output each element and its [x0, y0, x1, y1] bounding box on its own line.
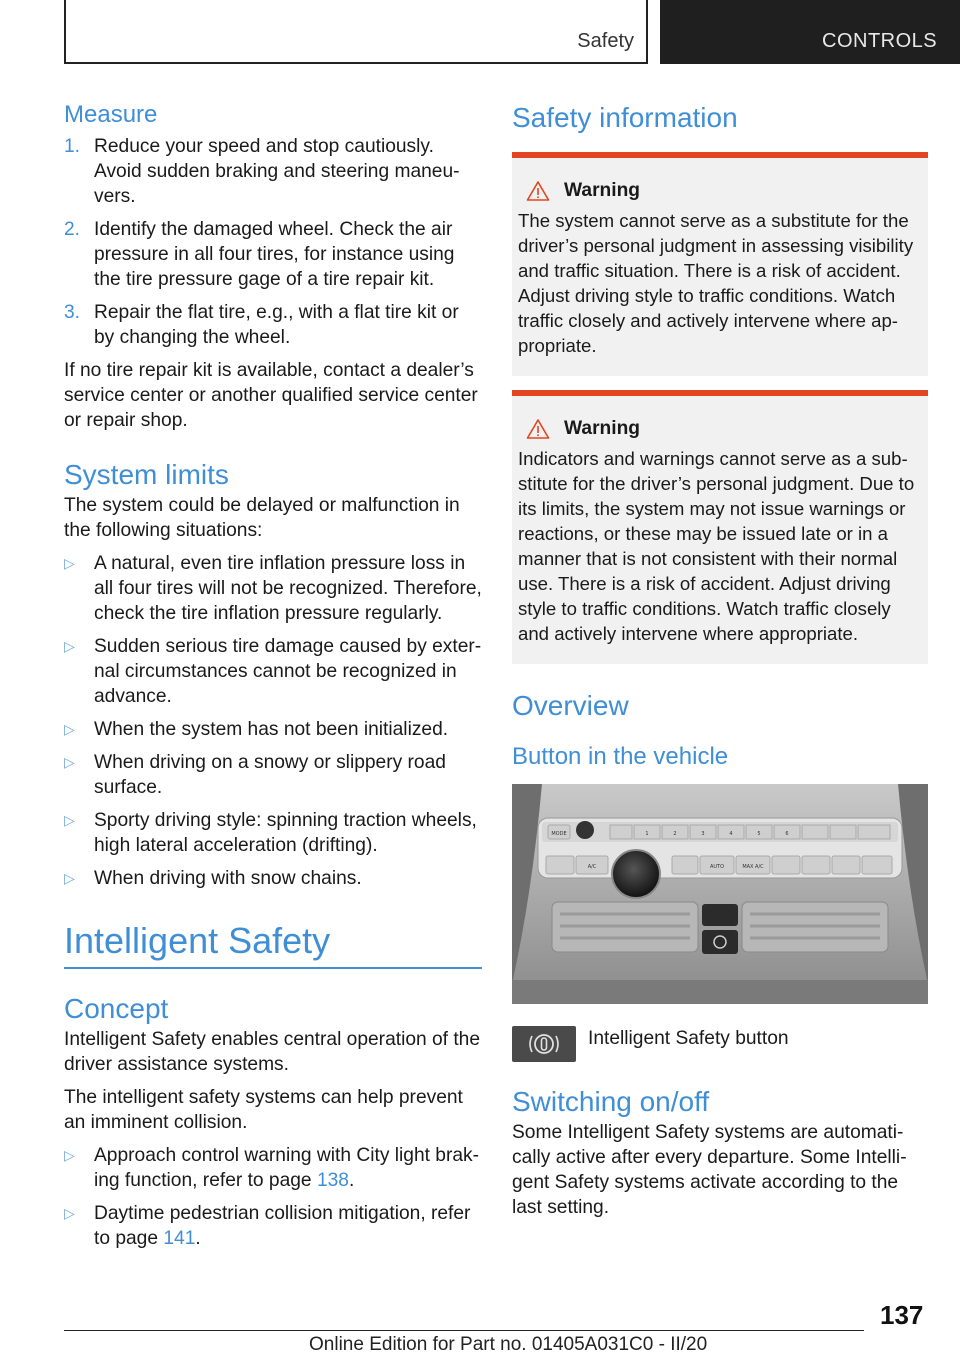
- panel-ac-label: A/C: [587, 864, 597, 870]
- warning-title: Warning: [526, 416, 922, 442]
- measure-heading: Measure: [64, 101, 158, 128]
- panel-max-ac-label: MAX A/C: [742, 864, 764, 870]
- concept-paragraph-2: The intelligent safety systems can help prevent an imminent collision.: [64, 1087, 463, 1133]
- warning-title: Warning: [526, 178, 922, 204]
- panel-mode-label: MODE: [551, 831, 567, 837]
- safety-information-heading: Safety information: [512, 102, 738, 133]
- panel-preset-2: 2: [673, 831, 677, 837]
- list-item: ▷ When driving on a snowy or slippery road surface.: [64, 752, 446, 798]
- list-item: ▷ Sudden serious tire damage caused by external circumstances cannot be recognized in advance.: [64, 636, 482, 707]
- overview-heading: Overview: [512, 690, 629, 721]
- warning-text: The system cannot serve as a substitute for the driver’s personal judgment in assessing visibility and traffic situation. There is a risk of accident. Adjust driving style to traffic conditions. Watch traffic closely and actively intervene where appropriate.: [518, 210, 914, 356]
- warning-text: Indicators and warnings cannot serve as a substitute for the driver’s personal judgment. Due to its limits, the system may not issue warnings or reactions, or these may be issued late or in a manner that is not consistent with their normal use. There is a risk of accident. Adjust driving style to traffic conditions. Watch traffic closely and actively intervene where appropriate.: [518, 448, 915, 644]
- header-section-label: Safety: [577, 30, 634, 52]
- right-column: [512, 100, 928, 1220]
- measure-note: If no tire repair kit is available, contact a dealer’s service center or another qualified service center or repair shop.: [64, 360, 478, 431]
- warning-box: [512, 152, 928, 376]
- measure-steps: [64, 134, 482, 350]
- list-item: ▷ Daytime pedestrian collision mitigation, refer to page 141.: [64, 1203, 471, 1249]
- warning-triangle-icon: [526, 180, 550, 202]
- panel-preset-1: 1: [645, 831, 649, 837]
- concept-heading: Concept: [64, 993, 169, 1024]
- left-column: [64, 100, 482, 1259]
- system-limits-heading: System limits: [64, 459, 229, 490]
- edition-text: Online Edition for Part no. 01405A031C0 - II/20: [309, 1334, 708, 1355]
- page-link[interactable]: 141: [163, 1228, 196, 1249]
- page-link[interactable]: 138: [316, 1170, 349, 1191]
- page-number: 137: [880, 1300, 924, 1330]
- list-item: 3. Repair the flat tire, e.g., with a flat tire kit or by changing the wheel.: [64, 302, 459, 348]
- list-item: ▷ Sporty driving style: spinning traction wheels, high lateral acceleration (drifting).: [64, 810, 477, 856]
- concept-list: [64, 1143, 482, 1251]
- header-chapter-tab: [660, 0, 960, 64]
- concept-paragraph-1: Intelligent Safety enables central operation of the driver assistance systems.: [64, 1029, 481, 1075]
- list-item: ▷ When the system has not been initialized.: [64, 719, 449, 740]
- button-in-vehicle-heading: Button in the vehicle: [512, 743, 729, 770]
- intelligent-safety-button-row: [512, 1026, 928, 1062]
- warning-triangle-icon: [526, 418, 550, 440]
- intelligent-safety-button-icon: [512, 1026, 576, 1062]
- switching-heading: Switching on/off: [512, 1086, 710, 1117]
- footer-rule: [64, 1330, 864, 1331]
- warning-box: [512, 390, 928, 664]
- panel-preset-5: 5: [757, 831, 761, 837]
- intelligent-safety-icon: [512, 1026, 576, 1062]
- header-chapter-label: CONTROLS: [822, 30, 938, 52]
- system-limits-list: [64, 551, 482, 891]
- intelligent-safety-button-caption: Intelligent Safety button: [588, 1028, 789, 1049]
- panel-preset-3: 3: [701, 831, 705, 837]
- list-item: ▷ Approach control warning with City light braking function, refer to page 138.: [64, 1145, 479, 1191]
- vehicle-control-panel-photo: [512, 784, 928, 1004]
- panel-auto-label: AUTO: [709, 864, 725, 870]
- intelligent-safety-heading: Intelligent Safety: [64, 920, 331, 961]
- switching-text: Some Intelligent Safety systems are automatically active after every departure. Some Intelligent Safety systems activate according to the last setting.: [512, 1122, 907, 1218]
- panel-preset-6: 6: [785, 831, 789, 837]
- list-item: ▷ When driving with snow chains.: [64, 868, 362, 889]
- list-item: 2. Identify the damaged wheel. Check the air pressure in all four tires, for instance using the tire pressure gage of a tire repair kit.: [64, 219, 455, 290]
- header-section-tab: [64, 0, 648, 64]
- panel-preset-4: 4: [729, 831, 733, 837]
- list-item: 1. Reduce your speed and stop cautiously. Avoid sudden braking and steering maneuvers.: [64, 136, 460, 207]
- system-limits-intro: The system could be delayed or malfunction in the following situations:: [64, 495, 460, 541]
- heading-rule: [64, 967, 482, 969]
- list-item: ▷ A natural, even tire inflation pressure loss in all four tires will not be recognized. Therefore, check the tire inflation pressure regularly.: [64, 553, 482, 624]
